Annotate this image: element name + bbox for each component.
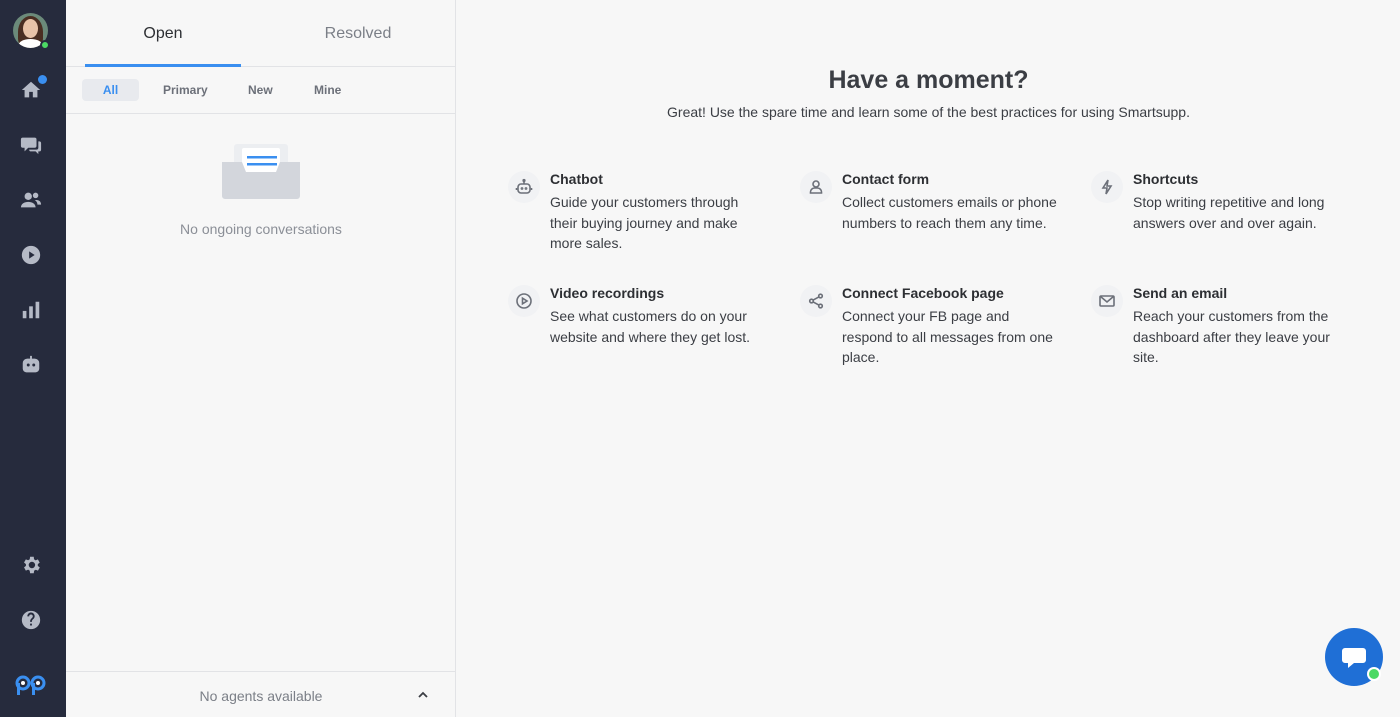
- sidebar-item-video-recordings[interactable]: [19, 243, 43, 267]
- chat-bubble-icon: [1339, 642, 1369, 672]
- page-subtitle: Great! Use the spare time and learn some of the best practices for using Smartsupp.: [667, 104, 1190, 120]
- users-icon: [20, 189, 42, 211]
- feature-title: Video recordings: [550, 285, 665, 301]
- conversation-tabs: [66, 0, 456, 67]
- feature-description: Connect your FB page and respond to all messages from one place.: [842, 308, 1053, 365]
- lightning-icon: [1091, 171, 1123, 203]
- feature-description: Reach your customers from the dashboard after they leave your site.: [1133, 308, 1330, 365]
- feature-title: Shortcuts: [1133, 171, 1199, 187]
- question-icon: [20, 609, 42, 631]
- tab-open[interactable]: Open: [143, 24, 183, 42]
- feature-description: See what customers do on your website and where they get lost.: [550, 308, 751, 345]
- play-icon: [20, 244, 42, 266]
- feature-description: Stop writing repetitive and long answers over and over again.: [1133, 194, 1325, 231]
- chat-bubbles-icon: [20, 134, 42, 156]
- bot-icon: [20, 354, 42, 376]
- chat-online-dot: [1367, 667, 1381, 681]
- main-content: [457, 0, 1400, 717]
- empty-inbox-icon: [222, 140, 300, 200]
- sidebar-item-statistics[interactable]: [19, 298, 43, 322]
- sidebar-item-settings[interactable]: [19, 553, 43, 577]
- sidebar-item-contacts[interactable]: [19, 188, 43, 212]
- notification-badge: [38, 75, 47, 84]
- filter-mine[interactable]: Mine: [314, 83, 342, 97]
- filter-new[interactable]: New: [248, 83, 273, 97]
- agents-status-text: No agents available: [199, 688, 323, 704]
- feature-description: Guide your customers through their buying journey and make more sales.: [550, 194, 739, 251]
- feature-title: Send an email: [1133, 285, 1228, 301]
- sidebar-item-help[interactable]: [19, 608, 43, 632]
- feature-title: Chatbot: [550, 171, 603, 187]
- conversation-filters: [66, 67, 456, 114]
- mail-icon: [1091, 285, 1123, 317]
- sidebar-item-conversations[interactable]: [19, 133, 43, 157]
- bar-chart-icon: [20, 299, 42, 321]
- conversations-panel: [66, 0, 456, 717]
- sidebar-item-chatbot[interactable]: [19, 353, 43, 377]
- chevron-up-icon[interactable]: [416, 688, 430, 702]
- share-icon: [800, 285, 832, 317]
- person-icon: [800, 171, 832, 203]
- feature-title: Connect Facebook page: [842, 285, 1004, 301]
- gear-icon: [20, 554, 42, 576]
- online-status-dot: [40, 40, 50, 50]
- tab-resolved[interactable]: Resolved: [324, 24, 392, 42]
- page-title: Have a moment?: [828, 66, 1029, 94]
- smartsupp-logo: [15, 673, 47, 697]
- agents-status-bar[interactable]: [66, 671, 456, 717]
- filter-primary[interactable]: Primary: [163, 83, 208, 97]
- sidebar: [0, 0, 66, 717]
- play-circle-icon: [508, 285, 540, 317]
- bot-icon: [508, 171, 540, 203]
- empty-state-text: No ongoing conversations: [180, 221, 342, 237]
- feature-description: Collect customers emails or phone numbers to reach them any time.: [842, 194, 1057, 231]
- feature-title: Contact form: [842, 171, 930, 187]
- filter-all[interactable]: All: [82, 79, 139, 101]
